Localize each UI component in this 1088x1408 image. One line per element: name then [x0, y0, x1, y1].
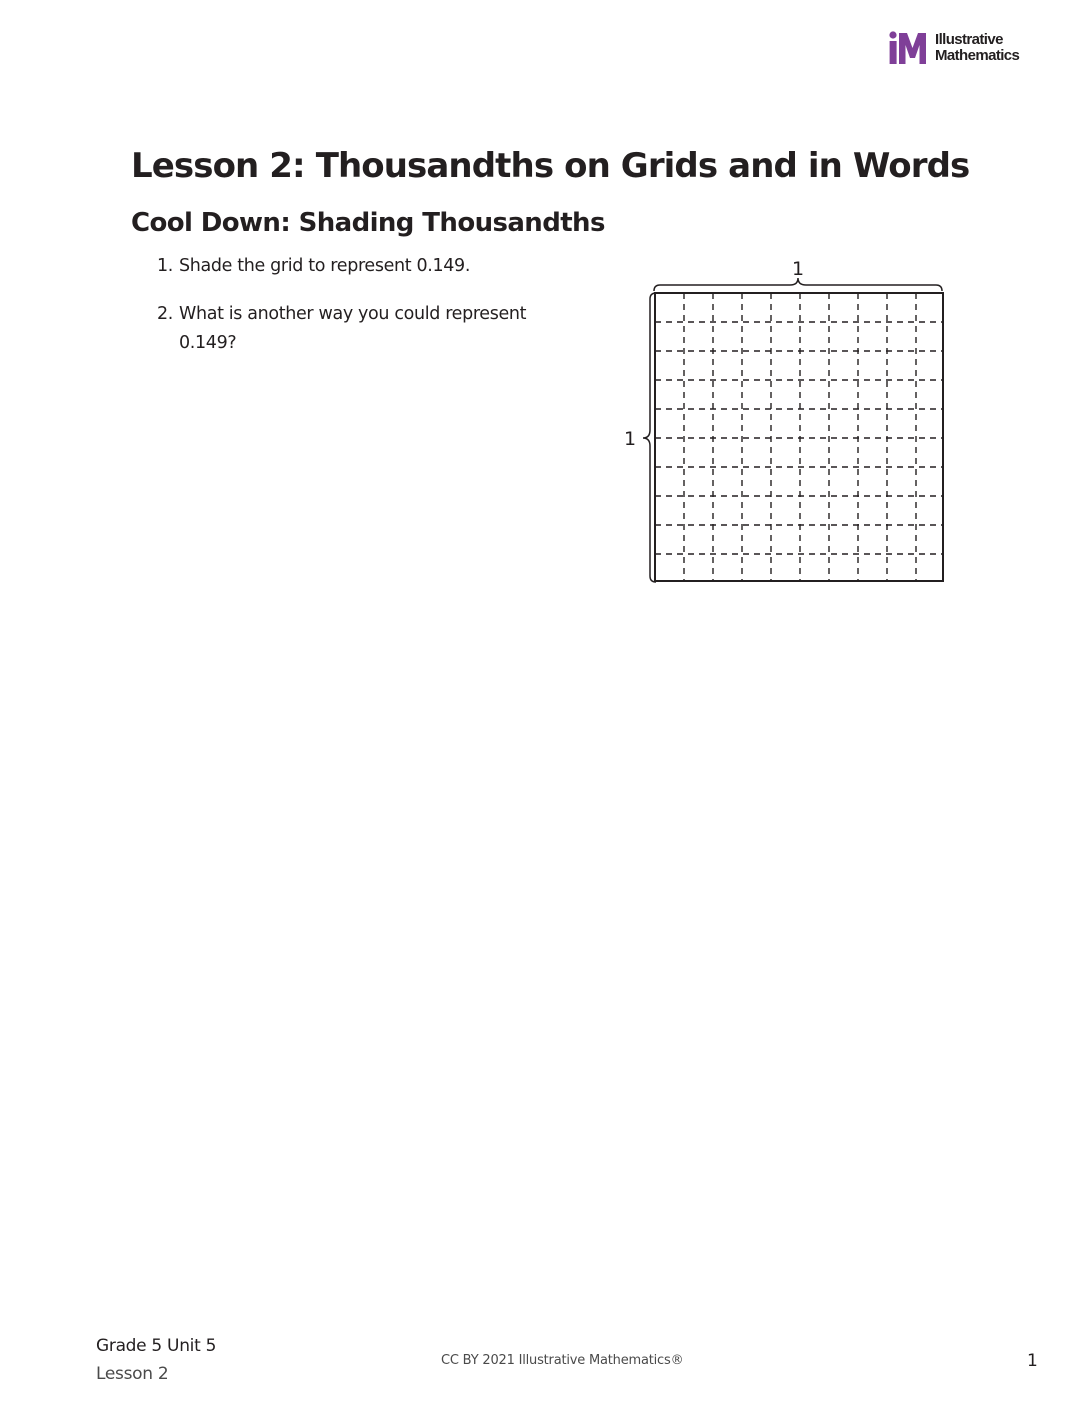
question-item: [157, 252, 577, 281]
thousandths-grid-figure: [612, 250, 952, 590]
grid-top-label: 1: [791, 258, 805, 280]
footer-lesson: Lesson 2: [96, 1364, 169, 1384]
question-number: 1.: [157, 256, 173, 276]
top-brace: [654, 278, 942, 291]
footer-copyright: CC BY 2021 Illustrative Mathematics®: [441, 1353, 684, 1368]
dashed-grid-lines: [655, 293, 943, 581]
logo-line-1: Illustrative: [935, 31, 1003, 48]
grid-outline: [655, 293, 943, 581]
question-number: 2.: [157, 304, 173, 324]
im-logo-icon: [888, 31, 930, 65]
logo-line-2: Mathematics: [935, 47, 1020, 64]
illustrative-mathematics-logo: [888, 31, 1048, 67]
section-title: Cool Down: Shading Thousandths: [131, 208, 605, 238]
grid-side-label: 1: [623, 428, 637, 450]
footer-grade-unit: Grade 5 Unit 5: [96, 1336, 217, 1356]
question-list: [157, 252, 577, 377]
question-text: Shade the grid to represent 0.149.: [179, 256, 471, 276]
logo-wordmark: [935, 32, 1019, 64]
question-text: What is another way you could represent 0.149?: [179, 304, 527, 353]
page-title: Lesson 2: Thousandths on Grids and in Words: [131, 146, 970, 186]
page-number: 1: [1027, 1351, 1038, 1371]
question-item: [157, 300, 577, 358]
